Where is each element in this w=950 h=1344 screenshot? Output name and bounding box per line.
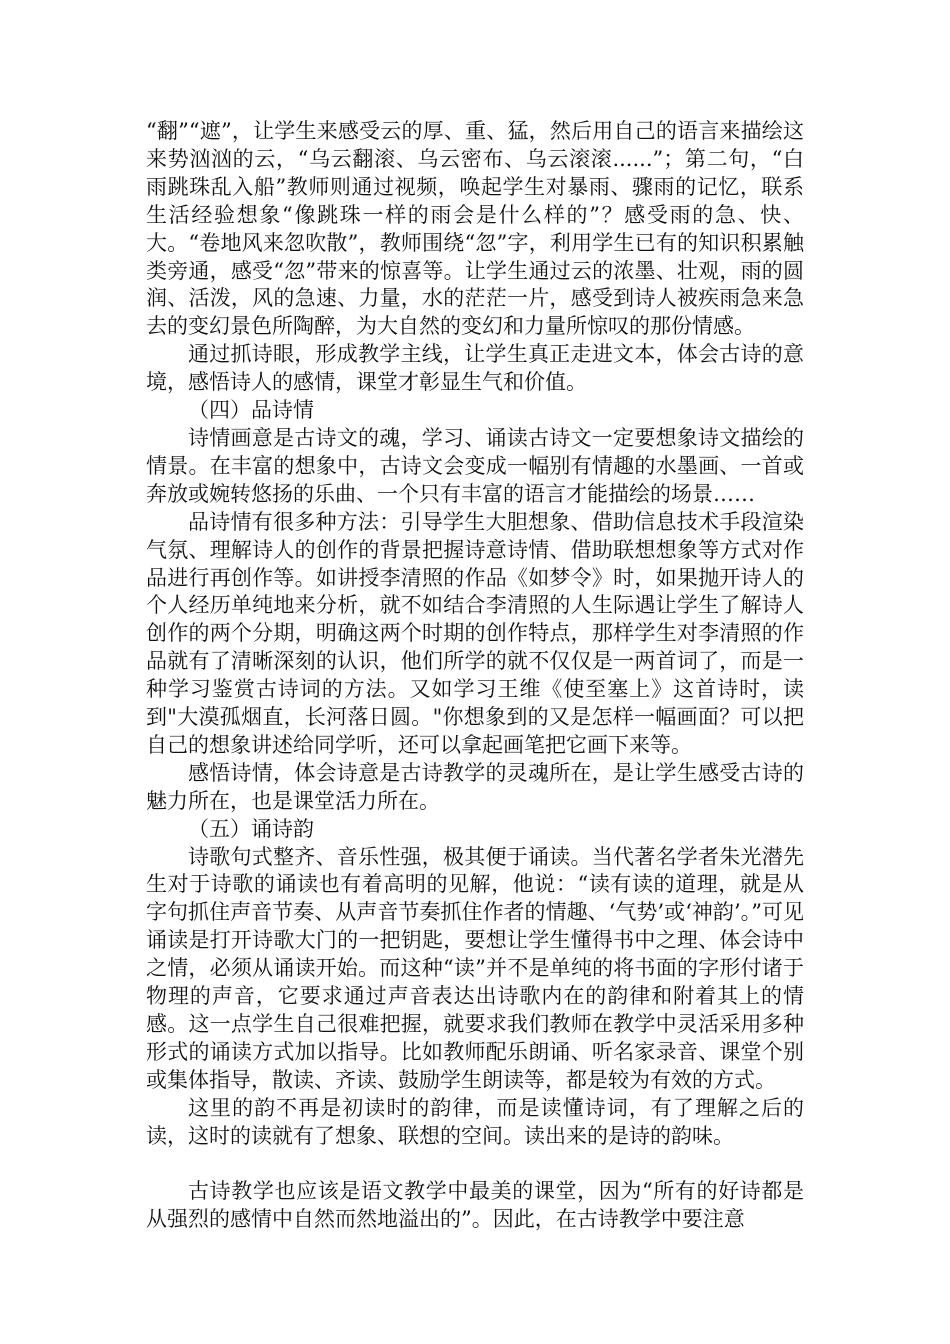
paragraph-methods: 品诗情有很多种方法：引导学生大胆想象、借助信息技术手段渲染气氛、理解诗人的创作的背景把握诗意诗情、借助联想想象等方式对作品进行再创作等。如讲授李清照的作品《如梦令》时，如果抛开诗人的个人经历单纯地来分析，就不如结合李清照的人生际遇让学生了解诗人创作的两个分期，明确这两个时期的创作特点，那样学生对李清照的作品就有了清晰深刻的认识，他们所学的就不仅仅是一两首词了，而是一种学习鉴赏古诗词的方法。又如学习王维《使至塞上》这首诗时，读到"大漠孤烟直，长河落日圆。"你想象到的又是怎样一幅画面？可以把自己的想象讲述给同学听，还可以拿起画笔把它画下来等。 <box>146 509 804 757</box>
paragraph-poem-eye-summary: 通过抓诗眼，形成教学主线，让学生真正走进文本，体会古诗的意境，感悟诗人的感情，课堂才彰显生气和价值。 <box>146 342 804 395</box>
document-page <box>146 118 804 1234</box>
paragraph-recitation: 诗歌句式整齐、音乐性强，极其便于诵读。当代著名学者朱光潜先生对于诗歌的诵读也有着高明的见解，他说：“读有读的道理，就是从字句抓住声音节奏、从声音节奏抓住作者的情趣、‘气势’或‘神韵’。”可见诵读是打开诗歌大门的一把钥匙，要想让学生懂得书中之理、体会诗中之情，必须从诵读开始。而这种“读”并不是单纯的将书面的字形付诸于物理的声音，它要求通过声音表达出诗歌内在的韵律和附着其上的情感。这一点学生自己很难把握，就要求我们教师在教学中灵活采用多种形式的诵读方式加以指导。比如教师配乐朗诵、听名家录音、课堂个别或集体指导，散读、齐读、鼓励学生朗读等，都是较为有效的方式。 <box>146 844 804 1092</box>
blank-line <box>146 1151 804 1179</box>
paragraph-gan-wu-shi-qing: 感悟诗情，体会诗意是古诗教学的灵魂所在，是让学生感受古诗的魅力所在，也是课堂活力所在。 <box>146 760 804 813</box>
section-heading-song-shi-yun: （五）诵诗韵 <box>188 816 314 841</box>
paragraph-clouds-description: “翻”“遮”，让学生来感受云的厚、重、猛，然后用自己的语言来描绘这来势汹汹的云，“乌云翻滚、乌云密布、乌云滚滚......”；第二句，“白雨跳珠乱入船”教师则通过视频，唤起学生对暴雨、骤雨的记忆，联系生活经验想象“像跳珠一样的雨会是什么样的”？感受雨的急、快、大。“卷地风来忽吹散”，教师围绕“忽”字，利用学生已有的知识积累触类旁通，感受“忽”带来的惊喜等。让学生通过云的浓墨、壮观，雨的圆润、活泼，风的急速、力量，水的茫茫一片，感受到诗人被疾雨急来急去的变幻景色所陶醉，为大自然的变幻和力量所惊叹的那份情感。 <box>146 119 804 339</box>
section-heading-pin-shi-qing: （四）品诗情 <box>188 398 314 423</box>
paragraph-shi-qing-hua-yi: 诗情画意是古诗文的魂，学习、诵读古诗文一定要想象诗文描绘的情景。在丰富的想象中，古诗文会变成一幅别有情趣的水墨画、一首或奔放或婉转悠扬的乐曲、一个只有丰富的语言才能描绘的场景…… <box>146 425 804 506</box>
paragraph-conclusion: 古诗教学也应该是语文教学中最美的课堂，因为“所有的好诗都是从强烈的感情中自然而然地溢出的”。因此，在古诗教学中要注意 <box>146 1179 804 1232</box>
paragraph-yun-wei: 这里的韵不再是初读时的韵律，而是读懂诗词，有了理解之后的读，这时的读就有了想象、联想的空间。读出来的是诗的韵味。 <box>146 1095 804 1148</box>
